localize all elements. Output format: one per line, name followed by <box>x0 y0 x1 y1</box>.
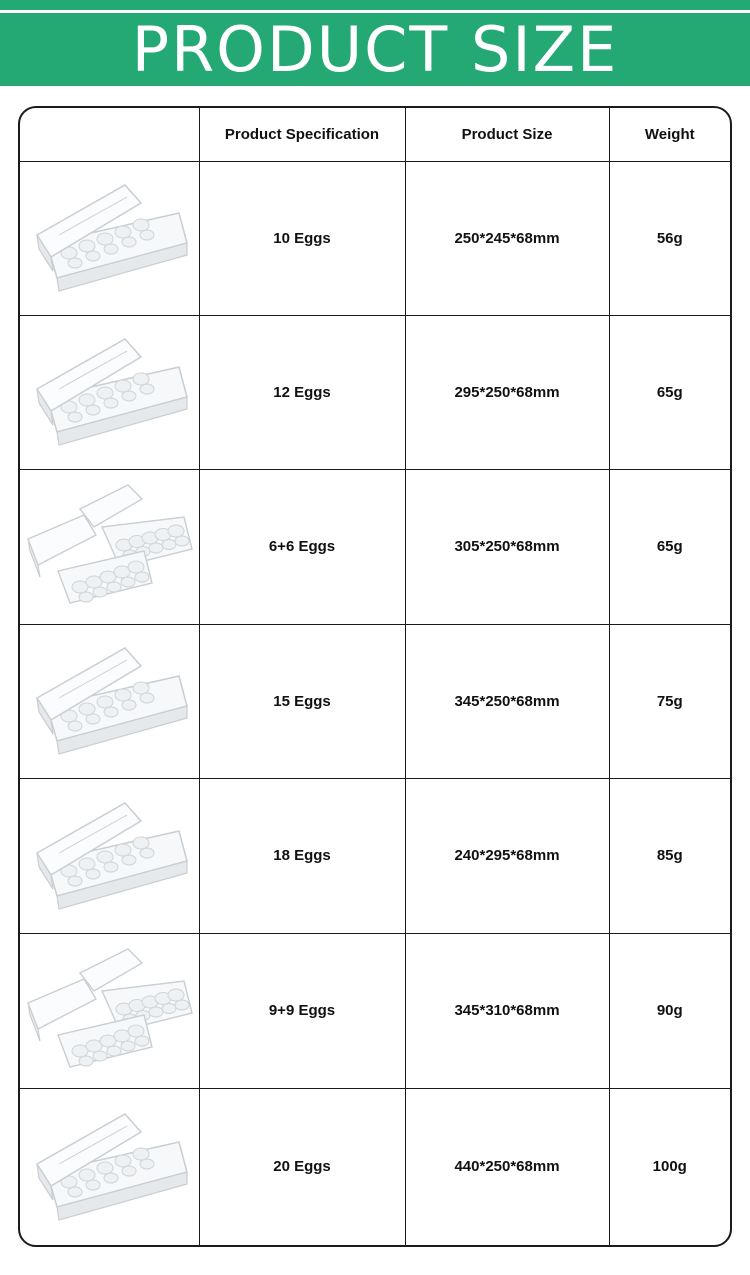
table-row <box>20 778 730 933</box>
size-cell: 345*310*68mm <box>405 933 609 1088</box>
egg-carton-10-image <box>29 173 189 303</box>
size-cell: 305*250*68mm <box>405 469 609 624</box>
spec-cell: 9+9 Eggs <box>199 933 405 1088</box>
size-cell: 240*295*68mm <box>405 778 609 933</box>
header-banner <box>0 0 750 86</box>
table-row <box>20 624 730 778</box>
spec-cell: 6+6 Eggs <box>199 469 405 624</box>
header-image <box>20 108 199 161</box>
table-header-row <box>20 108 730 161</box>
header-product-specification: Product Specification <box>199 108 405 161</box>
table-row <box>20 161 730 315</box>
egg-carton-20-image <box>29 1102 189 1232</box>
header-product-size: Product Size <box>405 108 609 161</box>
weight-cell: 75g <box>609 624 730 778</box>
weight-cell: 100g <box>609 1088 730 1245</box>
egg-carton-15-image <box>29 636 189 766</box>
weight-cell: 65g <box>609 315 730 469</box>
product-size-table <box>18 106 732 1247</box>
weight-cell: 65g <box>609 469 730 624</box>
size-cell: 440*250*68mm <box>405 1088 609 1245</box>
product-image-cell <box>20 624 199 778</box>
header-weight: Weight <box>609 108 730 161</box>
size-cell: 345*250*68mm <box>405 624 609 778</box>
egg-carton-9x2-image <box>24 943 194 1078</box>
product-image-cell <box>20 933 199 1088</box>
table-row <box>20 1088 730 1245</box>
spec-cell: 12 Eggs <box>199 315 405 469</box>
weight-cell: 85g <box>609 778 730 933</box>
spec-cell: 20 Eggs <box>199 1088 405 1245</box>
product-image-cell <box>20 778 199 933</box>
weight-cell: 90g <box>609 933 730 1088</box>
size-cell: 250*245*68mm <box>405 161 609 315</box>
product-image-cell <box>20 469 199 624</box>
spec-cell: 15 Eggs <box>199 624 405 778</box>
table-row <box>20 315 730 469</box>
table-row <box>20 933 730 1088</box>
product-image-cell <box>20 161 199 315</box>
product-image-cell <box>20 1088 199 1245</box>
egg-carton-18-image <box>29 791 189 921</box>
table-row <box>20 469 730 624</box>
product-image-cell <box>20 315 199 469</box>
egg-carton-6x2-image <box>24 479 194 614</box>
spec-table <box>20 108 730 1245</box>
spec-cell: 10 Eggs <box>199 161 405 315</box>
size-cell: 295*250*68mm <box>405 315 609 469</box>
spec-cell: 18 Eggs <box>199 778 405 933</box>
weight-cell: 56g <box>609 161 730 315</box>
egg-carton-12-image <box>29 327 189 457</box>
page-title: PRODUCT SIZE <box>131 13 619 86</box>
